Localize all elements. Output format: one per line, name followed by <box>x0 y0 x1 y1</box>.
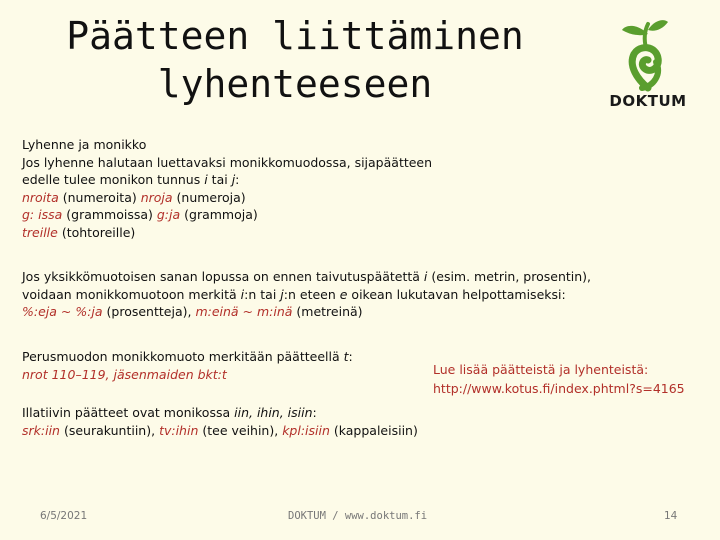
paragraph-line: Perusmuodon monikkomuoto merkitään päätteellä t: <box>22 349 353 364</box>
logo-text: DOKTUM <box>609 92 687 110</box>
example-line: g: issa (grammoissa) g:ja (grammoja) <box>22 207 258 222</box>
footer-date: 6/5/2021 <box>40 510 88 522</box>
paragraph-line: edelle tulee monikon tunnus i tai j: <box>22 172 240 187</box>
example-line: treille (tohtoreille) <box>22 224 136 240</box>
title-line-1: Päätteen liittäminen <box>66 14 524 58</box>
section-singular-e <box>22 268 591 321</box>
page-number: 14 <box>664 510 678 522</box>
section-heading: Lyhenne ja monikko <box>22 137 147 152</box>
example-line: nroita (numeroita) nroja (numeroja) <box>22 189 246 205</box>
section-illative <box>22 404 418 439</box>
paragraph-line: voidaan monikkomuotoon merkitä i:n tai j:n eteen e oikean lukutavan helpottamiseksi: <box>22 286 566 302</box>
read-more-link[interactable] <box>433 360 685 398</box>
title-line-2: lyhenteeseen <box>157 62 433 106</box>
example-line: %:eja ~ %:ja (prosentteja), m:einä ~ m:inä (metreinä) <box>22 304 363 319</box>
paragraph-line: Jos lyhenne halutaan luettavaksi monikkomuodossa, sijapäätteen <box>22 154 433 170</box>
section-plural <box>22 136 432 241</box>
paragraph-line: Jos yksikkömuotoisen sanan lopussa on ennen taivutuspäätettä i (esim. metrin, prosentin), <box>22 269 592 284</box>
sprout-swirl-logo-icon <box>598 18 698 92</box>
example-line: nrot 110–119, jäsenmaiden bkt:t <box>22 366 227 382</box>
kotus-url-link[interactable]: http://www.kotus.fi/index.phtml?s=4165 <box>433 381 685 396</box>
section-nominative <box>22 348 353 383</box>
footer-center: DOKTUM / www.doktum.fi <box>288 510 428 522</box>
doktum-logo <box>598 18 698 114</box>
slide-title <box>30 12 560 108</box>
example-line: srk:iin (seurakuntiin), tv:ihin (tee veihin), kpl:isiin (kappaleisiin) <box>22 422 418 438</box>
read-more-label: Lue lisää päätteistä ja lyhenteistä: <box>433 362 649 377</box>
paragraph-line: Illatiivin päätteet ovat monikossa iin, ihin, isiin: <box>22 405 317 420</box>
